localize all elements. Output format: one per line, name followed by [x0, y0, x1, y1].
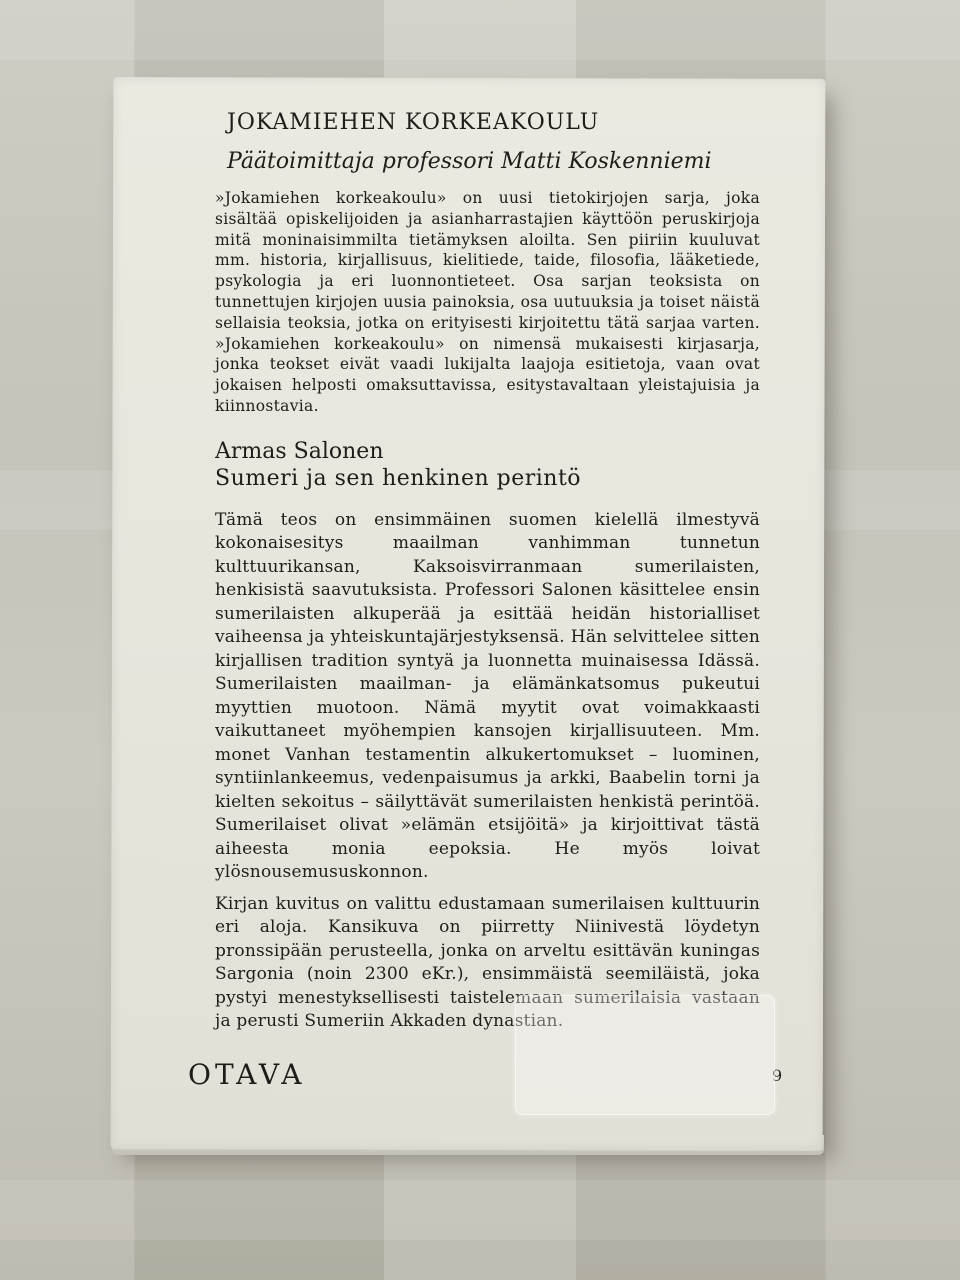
description-paragraph: Tämä teos on ensimmäinen suomen kielellä ilmestyvä kokonaisesitys maailman vanhimman tunnetun kulttuurikansan, Kaksoisvirranmaan sumerilaisten, henkisistä saavutuksista. Professori Salonen käsittelee ensin sumerilaisten alkuperää ja esittää heidän historialliset vaiheensa ja yhteiskuntajärjestyksensä. Hän selvittelee sitten kirjallisen tradition syntyä ja luonnetta muinaisessa Idässä. Sumerilaisten maailman- ja elämänkatsomus pukeutui myyttien muotoon. Nämä myytit ovat voimakkaasti vaikuttaneet myöhempien kansojen kirjallisuuteen. Mm. monet Vanhan testamentin alkukertomukset – luominen, syntiinlankeemus, vedenpaisumus ja arkki, Baabelin torni ja kielten sekoitus – säilyttävät sumerilaisten henkistä perintöä. Sumerilaiset olivat »elämän etsijöitä» ja kirjoittivat tästä aiheesta monia eepoksia. He myös loivat ylösnousemususkonnon.	[215, 509, 760, 883]
tablecloth-stripe	[0, 0, 960, 60]
series-editor: Päätoimittaja professori Matti Koskenniemi	[227, 149, 712, 174]
book-title: Sumeri ja sen henkinen perintö	[215, 465, 582, 491]
cover-text	[215, 110, 760, 1034]
page-number: 9	[772, 1066, 783, 1085]
tablecloth-stripe	[0, 1180, 960, 1240]
price-sticker-residue	[515, 995, 775, 1115]
description-paragraph: Kirjan kuvitus on valittu edustamaan sumerilaisen kulttuurin eri aloja. Kansikuva on piirretty Niinivestä löydetyn pronssipään perusteella, jonka on arveltu esittävän kuningas Sargonia (noin 2300 eKr.), ensimmäistä seemiläistä, joka pystyi menestyksellisesti taistelemaan sumerilaisia vastaan ja perusti Sumeriin Akkaden dynastian.	[215, 893, 760, 1032]
book-description	[215, 509, 760, 1034]
series-intro: »Jokamiehen korkeakoulu» on uusi tietokirjojen sarja, joka sisältää opiskelijoiden ja asianharrastajien käyttöön peruskirjoja mitä moninaisimmilta tietämyksen aloilta. Sen piiriin kuuluvat mm. historia, kirjallisuus, kielitiede, taide, filosofia, lääketiede, psykologia ja eri luonnontieteet. Osa sarjan teoksista on tunnettujen kirjojen uusia painoksia, osa uutuuksia ja toiset näistä sellaisia teoksia, jotka on erityisesti kirjoitettu tätä sarjaa varten. »Jokamiehen korkeakoulu» on nimensä mukaisesti kirjasarja, jonka teokset eivät vaadi lukijalta laajoja esitietoja, vaan ovat jokaisen helposti omaksuttavissa, esitystavaltaan yleistajuisia ja kiinnostavia.	[215, 189, 760, 415]
series-title: JOKAMIEHEN KORKEAKOULU	[227, 110, 600, 135]
book-author: Armas Salonen	[215, 438, 384, 464]
publisher-name: OTAVA	[188, 1058, 306, 1091]
